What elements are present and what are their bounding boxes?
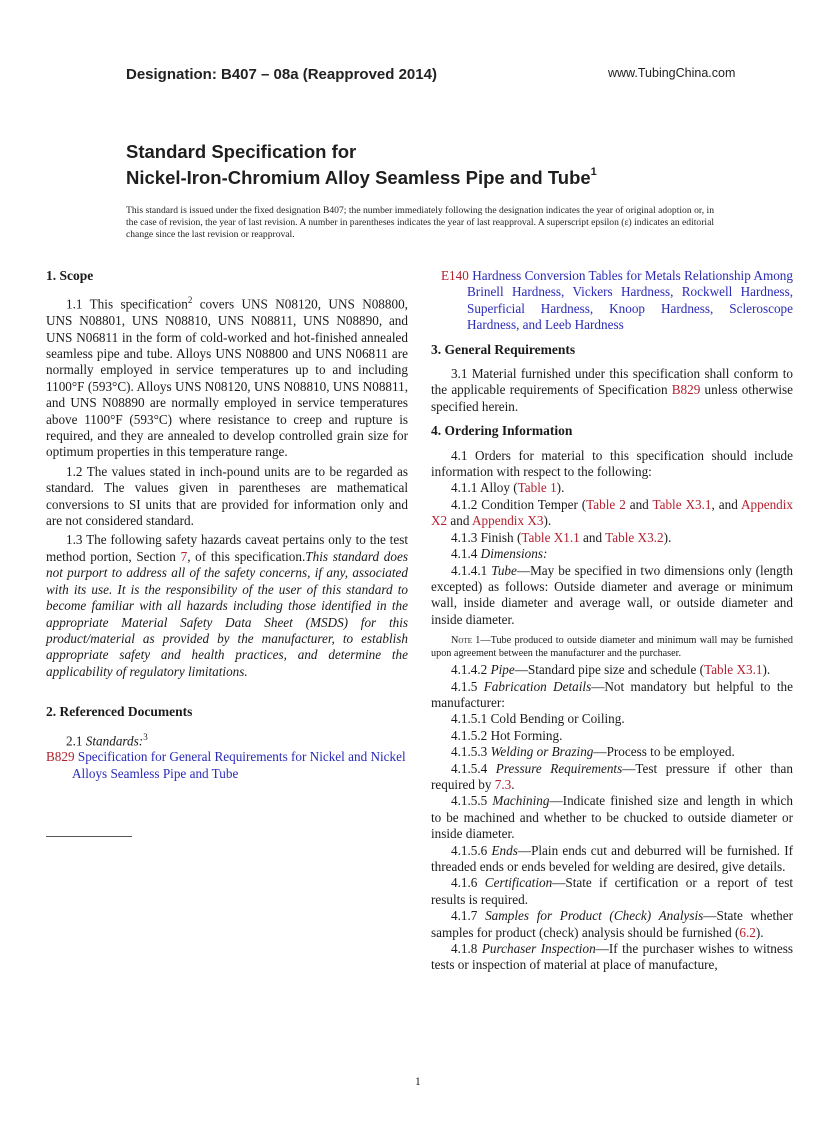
paragraph-4-1-8 [431,941,793,974]
text: —Test pressure if other than required by [431,760,793,792]
note-1 [431,634,793,660]
footnote-mark-3[interactable]: 3 [143,731,148,742]
text: 4.1.6 [451,875,485,891]
title-line-1: Standard Specification for [126,141,357,162]
section-7-3-link[interactable]: 7.3 [494,776,512,792]
text: 4.1.5.6 [451,842,492,858]
designation-header: Designation: B407 – 08a (Reapproved 2014) [126,66,437,83]
safety-caveat: This standard does not purport to address all of the safety concerns, if any, associated with its use. It is the responsibility of the user of this standard to become familiar with all hazards including those identified in the appropriate Material Safety Data Sheet (MSDS) for this product/material as provided by the manufacturer, to establish appropriate safety and health practices, and determine the applicability of regulatory limitations. [46,548,408,679]
left-column [46,268,408,782]
text: —Standard pipe size and schedule ( [514,662,705,678]
text: ). [762,662,771,678]
text: 4.1.3 Finish ( [451,529,522,545]
title-line-2 [126,163,597,189]
b829-link[interactable]: B829 [671,382,701,398]
right-column [431,268,793,974]
ref-code[interactable]: B829 [46,749,75,765]
paragraph-4-1-5-1: 4.1.5.1 Cold Bending or Coiling. [451,711,625,727]
text: —State whether samples for product (check) analysis should be furnished ( [431,908,794,940]
text: 3.1 Material furnished under this specification shall conform to the applicable requirements of Specification [431,366,793,398]
text: Machining [492,793,550,809]
ref-title[interactable]: Hardness Conversion Tables for Metals Relationship Among Brinell Hardness, Vickers Hardness, Rockwell Hardness, Superficial Hardness, Knoop Hardness, Scleroscope Hardness, and Leeb Hardness [467,268,793,333]
text: Welding or Brazing [490,744,594,760]
paragraph-4-1-4 [431,546,793,562]
section-4-heading: 4. Ordering Information [431,423,573,439]
text: unless otherwise specified herein. [431,382,793,414]
footnote-divider [46,836,132,837]
text: Certification [484,875,553,891]
appendix-x2-link[interactable]: Appendix X2 [431,496,794,529]
text: ). [543,513,552,529]
text: —Not mandatory but helpful to the manufacturer: [431,678,793,710]
text: Dimensions: [480,546,548,562]
text: Pipe [490,662,515,678]
table-x3-1-link[interactable]: Table X3.1 [704,662,763,678]
text: Tube [491,562,517,578]
text: 1.3 The following safety hazards caveat pertains only to the test method portion, Section [46,532,408,564]
text: 4.1.5.4 [451,760,496,776]
text: ). [755,924,764,940]
paragraph-4-1-5-6 [431,843,793,876]
text: and [447,513,473,529]
paragraph-4-1-1 [431,480,793,496]
paragraph-4-1-5-4 [431,761,793,794]
text: Purchaser Inspection [481,941,596,957]
paragraph-4-1-4-2 [431,662,793,678]
title-footnote-mark[interactable]: 1 [590,166,597,178]
title-text: Nickel-Iron-Chromium Alloy Seamless Pipe and Tube [126,167,591,189]
text: covers UNS N08120, UNS N08800, UNS N08801, UNS N08810, UNS N08811, UNS N08890, and UNS N06811 in the form of cold-worked and hot-finished annealed seamless pipe and tube. Alloys UNS N08800 and UNS N06811 are normally employed in service temperatures up to and including 1100°F (593°C). Alloys UNS N08120, UNS N08810, UNS N08811, and UNS N08890 are normally employed in service temperatures above 1100°F (593°C) where resistance to creep and rupture is required, and they are annealed to develop controlled grain size for optimum properties in this temperature range. [46,296,408,460]
text: —If the purchaser wishes to witness tests or inspection of material at place of manufacture, [431,941,793,973]
reference-b829[interactable] [46,749,408,782]
section-3-heading: 3. General Requirements [431,341,576,357]
text: 4.1.4.2 [451,662,491,678]
text: 4.1.4 [451,546,481,562]
text: Fabrication Details [483,678,592,694]
ref-title[interactable]: Specification for General Requirements for Nickel and Nickel Alloys Seamless Pipe and Tube [72,749,406,781]
text: 2.1 [66,732,86,748]
text: and [625,496,653,512]
footnote-mark-2[interactable]: 2 [187,295,193,306]
text: 4.1.5 [451,678,484,694]
table-1-link[interactable]: Table 1 [517,480,557,496]
text: and [579,529,606,545]
text: —Tube produced to outside diameter and minimum wall may be furnished upon agreement between the manufacturer and the purchaser. [431,635,793,660]
paragraph-4-1-5-5 [431,793,793,842]
page-number: 1 [415,1076,421,1088]
paragraph-4-1-5-3 [431,744,793,760]
text: 4.1.5.5 [451,793,493,809]
paragraph-3-1 [431,366,793,415]
paragraph-1-2: 1.2 The values stated in inch-pound units are to be regarded as standard. The values given in parentheses are mathematical conversions to SI units that are provided for information only and are not considered standard. [46,463,408,529]
preamble-note: This standard is issued under the fixed designation B407; the number immediately following the designation indicates the year of original adoption or, in the case of revision, the year of last revision. A number in parentheses indicates the year of last reapproval. A superscript epsilon (ε) indicates an editorial change since the last revision or reapproval. [126,205,714,240]
document-title [126,140,597,189]
text: , of this specification. [187,548,306,564]
text: , and [711,496,741,512]
ref-code[interactable]: E140 [441,268,469,283]
section-2-heading: 2. Referenced Documents [46,704,193,720]
paragraph-1-3 [46,532,408,680]
text: ). [556,480,565,496]
text: 1.1 This specification [66,296,188,312]
paragraph-4-1-6 [431,875,793,908]
paragraph-4-1-2 [431,497,793,530]
section-1-heading: 1. Scope [46,268,94,283]
paragraph-4-1-7 [431,908,793,941]
text: —State if certification or a report of test results is required. [431,875,793,907]
text: —May be specified in two dimensions only (length excepted) as follows: Outside diameter and average or minimum wall, inside diameter and average wall, or outside diameter and inside diameter. [431,562,793,627]
text: 4.1.7 [451,908,486,924]
text: Ends [491,842,518,858]
paragraph-4-1-5-2: 4.1.5.2 Hot Forming. [451,727,563,743]
section-7-link[interactable]: 7 [180,548,188,564]
table-x3-2-link[interactable]: Table X3.2 [605,529,664,545]
site-url[interactable]: www.TubingChina.com [608,66,736,80]
text: 4.1.5.3 [451,744,491,760]
text: —Indicate finished size and length in which to be machined and whether to be chucked to outside diameter or inside diameter. [431,793,794,842]
text: 4.1.4.1 [451,562,492,578]
reference-e140[interactable] [441,268,793,334]
table-2-link[interactable]: Table 2 [586,496,626,512]
text: —Process to be employed. [593,744,735,760]
paragraph-4-1: 4.1 Orders for material to this specification should include information with respect to the following: [431,447,793,480]
text: Pressure Requirements [495,760,623,776]
text: —Plain ends cut and deburred will be furnished. If threaded ends or ends beveled for welding are desired, give details. [431,842,794,874]
text: 4.1.2 Condition Temper ( [451,496,587,512]
text: 4.1.8 [451,941,482,957]
text: 4.1.1 Alloy ( [451,480,518,496]
text: Standards: [85,732,144,748]
table-x3-1-link[interactable]: Table X3.1 [652,496,712,512]
text: Samples for Product (Check) Analysis [485,908,704,924]
paragraph-4-1-4-1 [431,563,793,629]
note-label: Note 1 [451,635,481,647]
text: . [511,776,515,792]
section-6-2-link[interactable]: 6.2 [739,924,756,940]
table-x1-1-link[interactable]: Table X1.1 [521,529,580,545]
paragraph-4-1-5 [431,679,793,712]
appendix-x3-link[interactable]: Appendix X3 [472,513,544,529]
paragraph-2-1 [46,729,408,750]
paragraph-4-1-3 [431,530,793,546]
text: ). [663,529,672,545]
paragraph-1-1 [46,292,408,460]
